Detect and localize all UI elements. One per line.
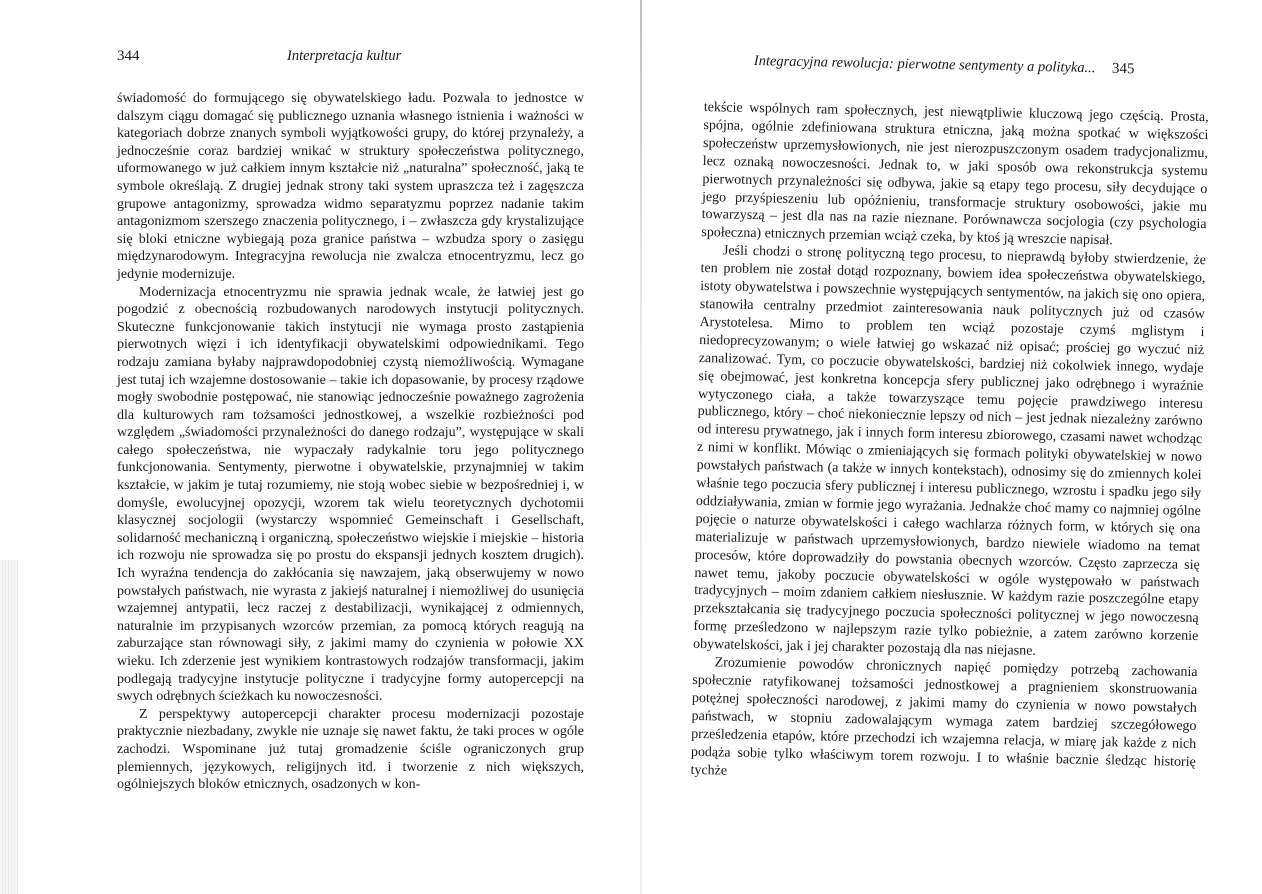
right-page-number: 345	[1111, 60, 1135, 78]
right-page-body	[690, 99, 1209, 789]
paragraph: Jeśli chodzi o stronę polityczną tego procesu, to nieprawdą byłoby stwierdzenie, że ten problem nie został dotąd rozpoznany, bowiem idea społeczeństwa obywatelskiego, istoty obywatelstwa i powszechnie występujących sentymentów, na jakich się ono opiera, stanowiła centralny przedmiot zainteresowania nauk politycznych już od czasów Arystotelesa. Mimo to problem ten wciąż pozostaje czymś mglistym i niedoprecyzowanym; o wiele łatwiej go wskazać niż opisać; prościej go wyczuć niż zanalizować. Tym, co poczucie obywatelskości, bardziej niż cokolwiek innego, wydaje się obejmować, jest konkretna koncepcja sfery publicznej jako odrębnego i wyraźnie wytyczonego ciała, a także towarzyszące temu pojęcie prawdziwego interesu publicznego, który – choć niekoniecznie lepszy od nich – jest jednak niezależny zarówno od interesu prywatnego, jak i innych form interesu zbiorowego, czasami nawet wchodząc z nimi w konflikt. Mówiąc o zmieniających się formach polityki obywatelskiej w nowo powstałych państwach (a także w innych kontekstach), odnosimy się do zmiennych kolei właśnie tego poczucia sfery publicznej i interesu publicznego, wzrostu i spadku jego siły oddziaływania, zmian w formie jego wyrażania. Jednakże choć mamy co najmniej ogólne pojęcie o naturze obywatelskości i całego wachlarza różnych form, w których się ona materializuje w państwach uprzemysłowionych, bardzo niewiele wiadomo na temat procesów, które doprowadziły do powstania obecnych wzorców. Często zaprzecza się nawet temu, jakoby poczucie obywatelskości w ogóle występowało w państwach tradycyjnych – moim zdaniem całkiem niesłusznie. W każdym razie poszczególne etapy przekształcania się tradycyjnego poczucia społeczności politycznej w jego nowoczesną formę prześledzono w najlepszym razie tylko pobieżnie, a zatem zarówno korzenie obywatelskości, jak i jej charakter pozostają dla nas niejasne.	[692, 243, 1207, 659]
paragraph: świadomość do formującego się obywatelskiego ładu. Pozwala to jednostce w dalszym ciągu domagać się publicznego uznania własnego istnienia i ważności w kategoriach dobrze znanych symboli wyjątkowości grupy, do której przynależy, a jednocześnie coraz bardziej wnikać w struktury społeczeństwa politycznego, uformowanego w już całkiem innym kształcie niż „naturalna” społeczność, jaką te symbole określają. Z drugiej jednak strony taki system upraszcza też i zagęszcza grupowe antagonizmy, sprowadza widmo separatyzmu poprzez nadanie takim antagonizmom szerszego znaczenia politycznego, i – zwłaszcza gdy krystalizujące się bloki etniczne wybiegają poza granice państwa – wzbudza spory o zasięgu międzynarodowym. Integracyjna rewolucja nie zwalcza etnocentryzmu, lecz go jedynie modernizuje.	[117, 91, 584, 282]
paragraph: Z perspektywy autopercepcji charakter procesu modernizacji pozostaje praktycznie niezbadany, zwykle nie uznaje się nawet faktu, że taki proces w ogóle zachodzi. Wspominane już tutaj gromadzenie ściśle ograniczonych grup plemiennych, językowych, religijnych itd. i tworzenie z nich większych, ogólniejszych bloków etnicznych, osadzonych w kon-	[117, 706, 584, 793]
paragraph: Modernizacja etnocentryzmu nie sprawia jednak wcale, że łatwiej jest go pogodzić z obecnością rozbudowanych narodowych instytucji politycznych. Skuteczne funkcjonowanie takich instytucji nie wymaga prosto zastąpienia pierwotnych więzi i ich identyfikacji obywatelskimi odpowiednikami. Tego rodzaju zamiana byłaby najprawdopodobniej czystą niemożliwością. Wymagane jest tutaj ich wzajemne dostosowanie – takie ich dopasowanie, by procesy rządowe mogły swobodnie postępować, nie stanowiąc jednocześnie poważnego zagrożenia dla kulturowych ram tożsamości jednostkowej, a wszelkie rozbieżności pod względem „świadomości przynależności do danego rodzaju”, występujące w skali całego społeczeństwa, nie wypaczały radykalnie toru jego politycznego funkcjonowania. Sentymenty, pierwotne i obywatelskie, przynajmniej w takim kształcie, w jakim je tutaj rozumiemy, nie stoją wobec siebie w bezpośredniej i, w domyśle, ewolucyjnej opozycji, wzorem tak wielu teoretycznych dychotomii klasycznej socjologii (wystarczy wspomnieć Gemeinschaft i Gesellschaft, solidarność mechaniczną i organiczną, społeczeństwo wiejskie i miejskie – historia ich rozwoju nie sprowadza się po prostu do ekspansji jednych kosztem drugich). Ich wyraźna tendencja do zakłócania się nawzajem, jaką obserwujemy w nowo powstałych państwach, nie wyrasta z jakiejś naturalnej i niemożliwej do usunięcia wzajemnej antypatii, lecz raczej z destabilizacji, wynikającej z odmiennych, naturalnie im przypisanych wzorców przemian, za pomocą których reagują na zaburzające stan równowagi siły, z jakimi mamy do czynienia w połowie XX wieku. Ich zderzenie jest wynikiem kontrastowych rodzajów transformacji, jakim podlegają tradycyjne instytucje polityczne i tradycyjne formy autopercepcji na swych odrębnych ścieżkach ku nowoczesności.	[117, 284, 584, 705]
left-page-number: 344	[117, 48, 140, 64]
paragraph: tekście wspólnych ram społecznych, jest niewątpliwie kluczową jego częścią. Prosta, spójna, ogólnie zdefiniowana struktura etniczna, jaką można spotkać w większości społeczeństw uprzemysłowionych, nie jest nierozpuszczonym osadem tradycjonalizmu, lecz oznaką nowoczesności. Jednak to, w jaki sposób owa rekonstrukcja systemu pierwotnych przynależności się odbywa, jakie są etapy tego procesu, siły decydujące o jego przyśpieszeniu lub opóźnieniu, transformacje struktury osobowości, jakie mu towarzyszą – jest dla nas na razie nieznane. Porównawcza socjologia (czy psychologia społeczna) etnicznych przemian wciąż czeka, by ktoś ją wreszcie napisał.	[701, 99, 1209, 249]
left-running-head: Interpretacja kultur	[287, 48, 402, 64]
paragraph: Zrozumienie powodów chronicznych napięć pomiędzy potrzebą zachowania społecznie ratyfikowanej tożsamości jednostkowej a pragnieniem skonstruowania potężnej społeczności narodowej, z jakimi mamy do czynienia w nowo powstałych państwach, w stopniu zadowalającym wymaga zatem bardziej szczegółowego prześledzenia etapów, które przechodzi ich wzajemna relacja, w miarę jak każde z nich podąża sobie tylko właściwym torem rozwoju. I to właśnie bacznie śledząc historię tychże	[690, 655, 1198, 779]
right-page	[642, 0, 1262, 894]
right-running-head: Integracyjna rewolucja: pierwotne sentymenty a polityka...	[753, 53, 1096, 77]
left-page-body	[117, 90, 584, 794]
